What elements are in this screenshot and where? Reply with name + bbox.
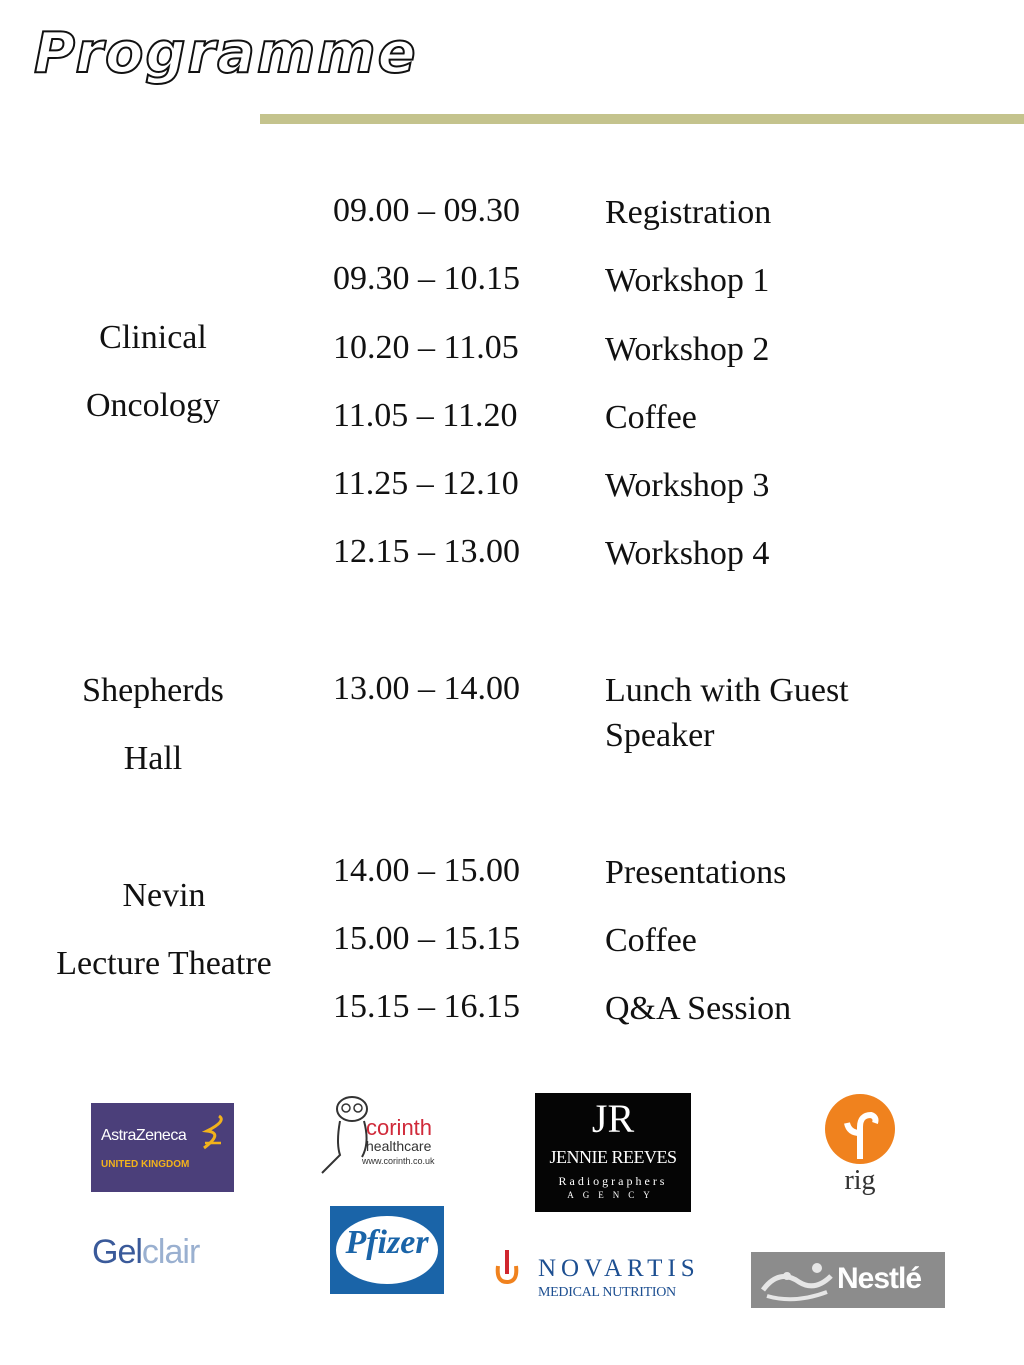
corinth-url: www.corinth.co.uk	[362, 1156, 435, 1166]
schedule-time: 12.15 – 13.00	[333, 533, 520, 570]
jennie-reeves-sub: Radiographers	[558, 1174, 668, 1188]
event-line: Lunch with Guest	[605, 672, 849, 709]
gelclair-clair: clair	[141, 1233, 200, 1271]
pfizer-logo	[330, 1206, 444, 1294]
venue-line: Clinical	[99, 319, 207, 356]
venue-line: Shepherds	[82, 672, 224, 709]
venue-shepherds-hall	[60, 657, 246, 793]
title-rule	[260, 114, 1024, 124]
schedule-event	[605, 668, 849, 758]
venue-clinical-oncology	[60, 304, 246, 440]
schedule-event: Presentations	[605, 854, 787, 891]
schedule-time: 09.00 – 09.30	[333, 192, 520, 229]
nestle-nest-icon	[759, 1256, 835, 1304]
schedule-time: 09.30 – 10.15	[333, 260, 520, 297]
schedule-time: 11.05 – 11.20	[333, 397, 518, 434]
rig-name: rig	[844, 1165, 876, 1196]
schedule-time: 14.00 – 15.00	[333, 852, 520, 889]
venue-line: Lecture Theatre	[56, 945, 272, 982]
schedule-event: Workshop 1	[605, 262, 770, 299]
schedule-time: 15.15 – 16.15	[333, 988, 520, 1025]
gelclair-gel: Gel	[92, 1233, 142, 1271]
event-line: Speaker	[605, 717, 715, 754]
corinth-name: corinth	[366, 1115, 433, 1140]
novartis-name: NOVARTIS	[538, 1255, 700, 1282]
schedule-event: Coffee	[605, 399, 697, 436]
schedule-time: 15.00 – 15.15	[333, 920, 520, 957]
rig-logo	[820, 1093, 900, 1203]
nestle-logo	[751, 1252, 945, 1308]
astrazeneca-name: AstraZeneca	[101, 1127, 187, 1144]
novartis-sub: MEDICAL NUTRITION	[538, 1285, 676, 1300]
astrazeneca-logo	[91, 1103, 234, 1192]
schedule-time: 11.25 – 12.10	[333, 465, 519, 502]
schedule-event: Workshop 2	[605, 331, 770, 368]
schedule-event: Registration	[605, 194, 772, 231]
schedule-time: 13.00 – 14.00	[333, 670, 520, 707]
novartis-logo	[492, 1246, 702, 1304]
astrazeneca-sub: UNITED KINGDOM	[101, 1159, 190, 1170]
venue-line: Nevin	[122, 877, 206, 914]
astrazeneca-swirl-icon	[199, 1113, 229, 1153]
jennie-reeves-name: JENNIE REEVES	[549, 1147, 677, 1167]
page-title: Programme	[34, 21, 418, 86]
jennie-reeves-monogram: JR	[591, 1096, 635, 1141]
jennie-reeves-agency: AGENCY	[567, 1190, 659, 1200]
schedule-event: Workshop 4	[605, 535, 770, 572]
schedule-event: Q&A Session	[605, 990, 792, 1027]
pfizer-name: Pfizer	[345, 1224, 429, 1261]
corinth-sub: healthcare	[366, 1138, 432, 1154]
jennie-reeves-logo	[535, 1093, 691, 1212]
venue-line: Hall	[123, 740, 183, 777]
schedule-event: Coffee	[605, 922, 697, 959]
schedule-event: Workshop 3	[605, 467, 770, 504]
rig-emblem-icon	[823, 1093, 897, 1167]
corinth-healthcare-logo	[318, 1093, 450, 1175]
novartis-flame-icon	[492, 1246, 522, 1286]
schedule-time: 10.20 – 11.05	[333, 329, 519, 366]
nestle-name: Nestlé	[837, 1262, 922, 1295]
venue-line: Oncology	[85, 387, 221, 424]
gelclair-logo	[92, 1232, 242, 1272]
venue-nevin-lecture-theatre	[30, 862, 298, 998]
